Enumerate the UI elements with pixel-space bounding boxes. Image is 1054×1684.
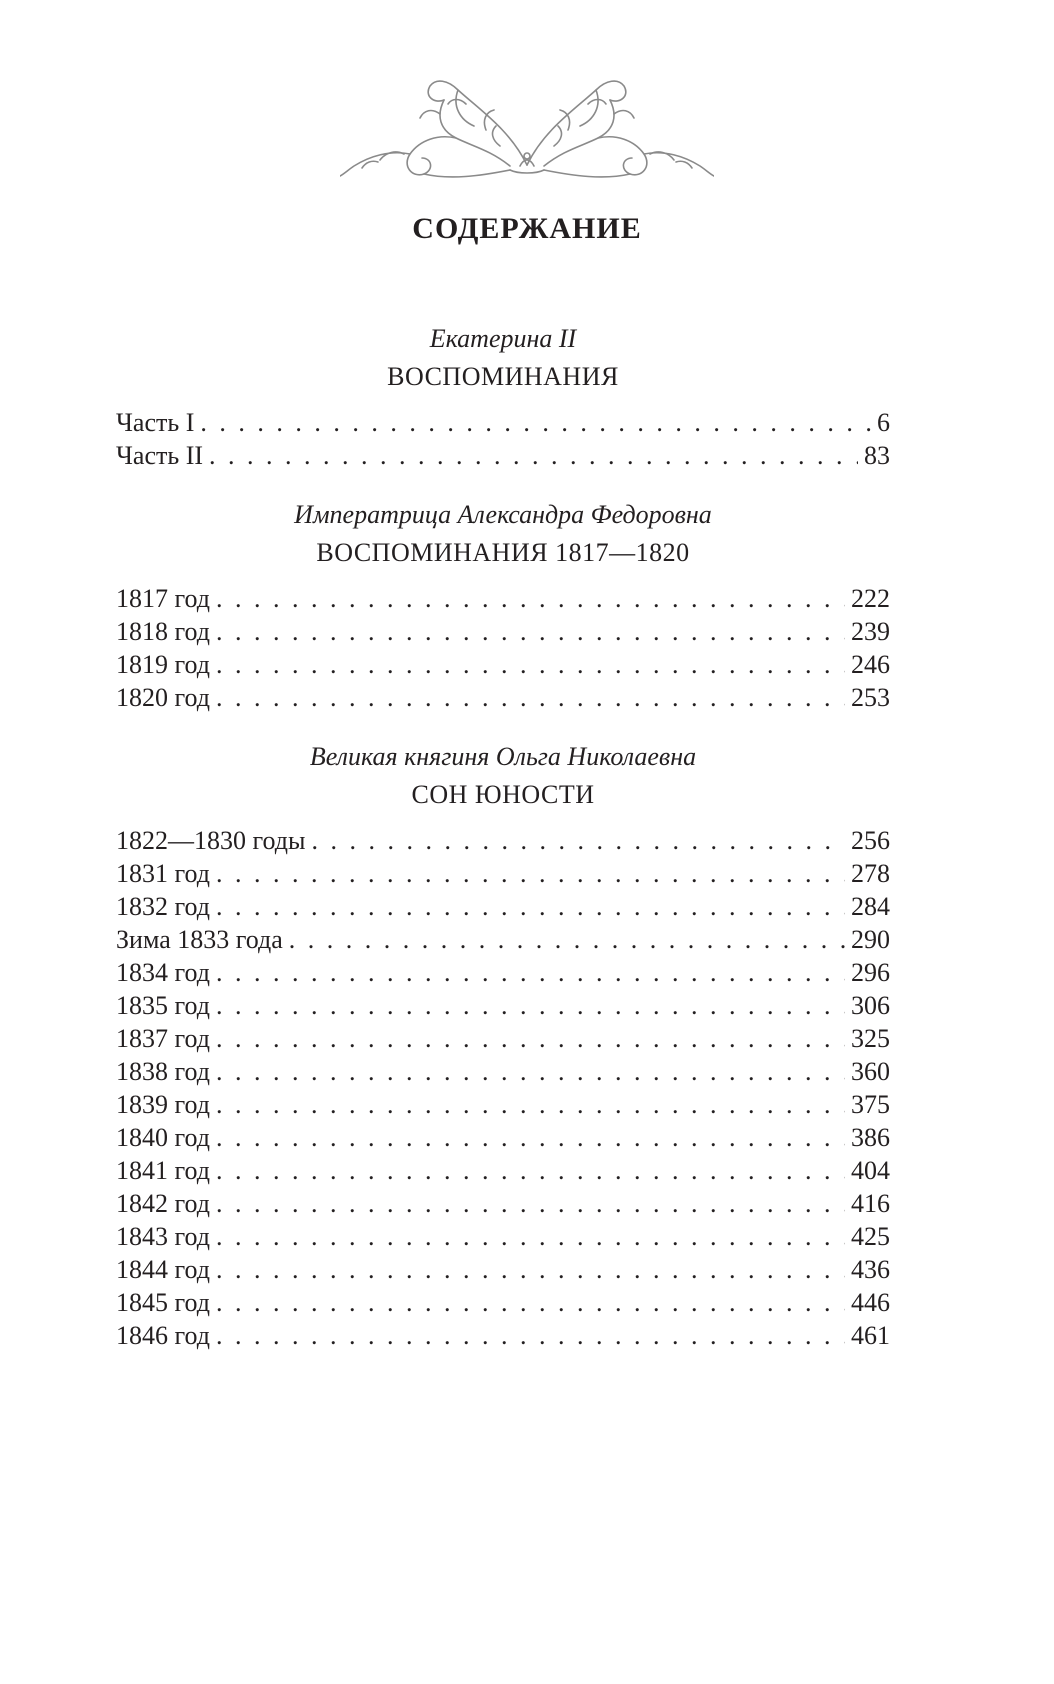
- entry-label: 1845 год: [116, 1288, 210, 1317]
- entry-label: 1834 год: [116, 958, 210, 987]
- entry-page-number: 375: [851, 1090, 890, 1119]
- toc-section: [116, 496, 890, 714]
- toc-entry[interactable]: [116, 1022, 890, 1055]
- entry-page-number: 386: [851, 1123, 890, 1152]
- toc-entry[interactable]: [116, 824, 890, 857]
- entry-label: 1832 год: [116, 892, 210, 921]
- entry-label: 1840 год: [116, 1123, 210, 1152]
- entry-page-number: 246: [851, 650, 890, 679]
- entry-page-number: 296: [851, 958, 890, 987]
- section-author: Великая княгиня Ольга Николаевна: [309, 742, 697, 771]
- section-work-title: СОН ЮНОСТИ: [411, 780, 595, 809]
- entry-page-number: 461: [851, 1321, 890, 1350]
- section-author: Екатерина II: [429, 324, 577, 353]
- toc-entry[interactable]: [116, 857, 890, 890]
- toc-entry[interactable]: [116, 648, 890, 681]
- toc-entry[interactable]: [116, 923, 890, 956]
- entry-label: 1817 год: [116, 584, 210, 613]
- dot-leader: [216, 956, 845, 989]
- entry-label: 1822—1830 годы: [116, 826, 306, 855]
- entry-page-number: 239: [851, 617, 890, 646]
- toc-entry[interactable]: [116, 1253, 890, 1286]
- dot-leader: [216, 857, 845, 890]
- toc-entry[interactable]: [116, 1286, 890, 1319]
- dot-leader: [216, 989, 845, 1022]
- dot-leader: [216, 1220, 845, 1253]
- entry-label: 1846 год: [116, 1321, 210, 1350]
- entry-page-number: 404: [851, 1156, 890, 1185]
- dot-leader: [289, 923, 845, 956]
- toc-entry[interactable]: [116, 406, 890, 439]
- toc-entry[interactable]: [116, 1187, 890, 1220]
- entry-label: 1820 год: [116, 683, 210, 712]
- ornament-icon: [340, 70, 714, 202]
- toc-entry[interactable]: [116, 1055, 890, 1088]
- toc-entry[interactable]: [116, 615, 890, 648]
- dot-leader: [216, 1121, 845, 1154]
- dot-leader: [216, 1055, 845, 1088]
- dot-leader: [216, 681, 845, 714]
- entry-page-number: 256: [851, 826, 890, 855]
- entry-page-number: 325: [851, 1024, 890, 1053]
- entry-page-number: 416: [851, 1189, 890, 1218]
- entry-page-number: 284: [851, 892, 890, 921]
- dot-leader: [216, 1187, 845, 1220]
- dot-leader: [216, 1154, 845, 1187]
- toc-entry[interactable]: [116, 956, 890, 989]
- entry-label: 1841 год: [116, 1156, 210, 1185]
- entry-page-number: 83: [864, 441, 890, 470]
- dot-leader: [216, 1088, 845, 1121]
- entry-page-number: 446: [851, 1288, 890, 1317]
- dot-leader: [216, 1253, 845, 1286]
- entry-page-number: 360: [851, 1057, 890, 1086]
- toc-entry[interactable]: [116, 681, 890, 714]
- entry-label: 1844 год: [116, 1255, 210, 1284]
- toc-entry[interactable]: [116, 1154, 890, 1187]
- entry-label: 1839 год: [116, 1090, 210, 1119]
- toc-entry[interactable]: [116, 989, 890, 1022]
- toc-entry[interactable]: [116, 439, 890, 472]
- entry-page-number: 6: [877, 408, 890, 437]
- toc-entry[interactable]: [116, 1121, 890, 1154]
- entry-label: 1819 год: [116, 650, 210, 679]
- toc-section: [116, 738, 890, 1352]
- entry-label: 1837 год: [116, 1024, 210, 1053]
- dot-leader: [216, 1022, 845, 1055]
- dot-leader: [216, 1286, 845, 1319]
- entry-page-number: 222: [851, 584, 890, 613]
- dot-leader: [216, 1319, 845, 1352]
- dot-leader: [216, 582, 845, 615]
- entry-page-number: 290: [851, 925, 890, 954]
- dot-leader: [311, 824, 845, 857]
- section-work-title: ВОСПОМИНАНИЯ 1817—1820: [316, 538, 690, 567]
- dot-leader: [200, 406, 871, 439]
- page-title: СОДЕРЖАНИЕ: [412, 212, 642, 245]
- section-author: Императрица Александра Федоровна: [294, 500, 712, 529]
- entry-page-number: 425: [851, 1222, 890, 1251]
- entry-page-number: 306: [851, 991, 890, 1020]
- toc-entry[interactable]: [116, 1319, 890, 1352]
- entry-label: 1843 год: [116, 1222, 210, 1251]
- entry-page-number: 278: [851, 859, 890, 888]
- entry-label: Часть I: [116, 408, 195, 437]
- entry-label: 1835 год: [116, 991, 210, 1020]
- dot-leader: [216, 648, 845, 681]
- entry-label: 1818 год: [116, 617, 210, 646]
- table-of-contents: [116, 320, 890, 1352]
- dot-leader: [216, 615, 845, 648]
- entry-label: Зима 1833 года: [116, 925, 283, 954]
- entry-label: Часть II: [116, 441, 204, 470]
- entry-label: 1838 год: [116, 1057, 210, 1086]
- toc-entry[interactable]: [116, 1088, 890, 1121]
- entry-label: 1831 год: [116, 859, 210, 888]
- toc-entry[interactable]: [116, 890, 890, 923]
- entry-label: 1842 год: [116, 1189, 210, 1218]
- entry-page-number: 436: [851, 1255, 890, 1284]
- entry-page-number: 253: [851, 683, 890, 712]
- toc-entry[interactable]: [116, 1220, 890, 1253]
- dot-leader: [209, 439, 858, 472]
- toc-section: [116, 320, 890, 472]
- dot-leader: [216, 890, 845, 923]
- section-work-title: ВОСПОМИНАНИЯ: [387, 362, 619, 391]
- toc-entry[interactable]: [116, 582, 890, 615]
